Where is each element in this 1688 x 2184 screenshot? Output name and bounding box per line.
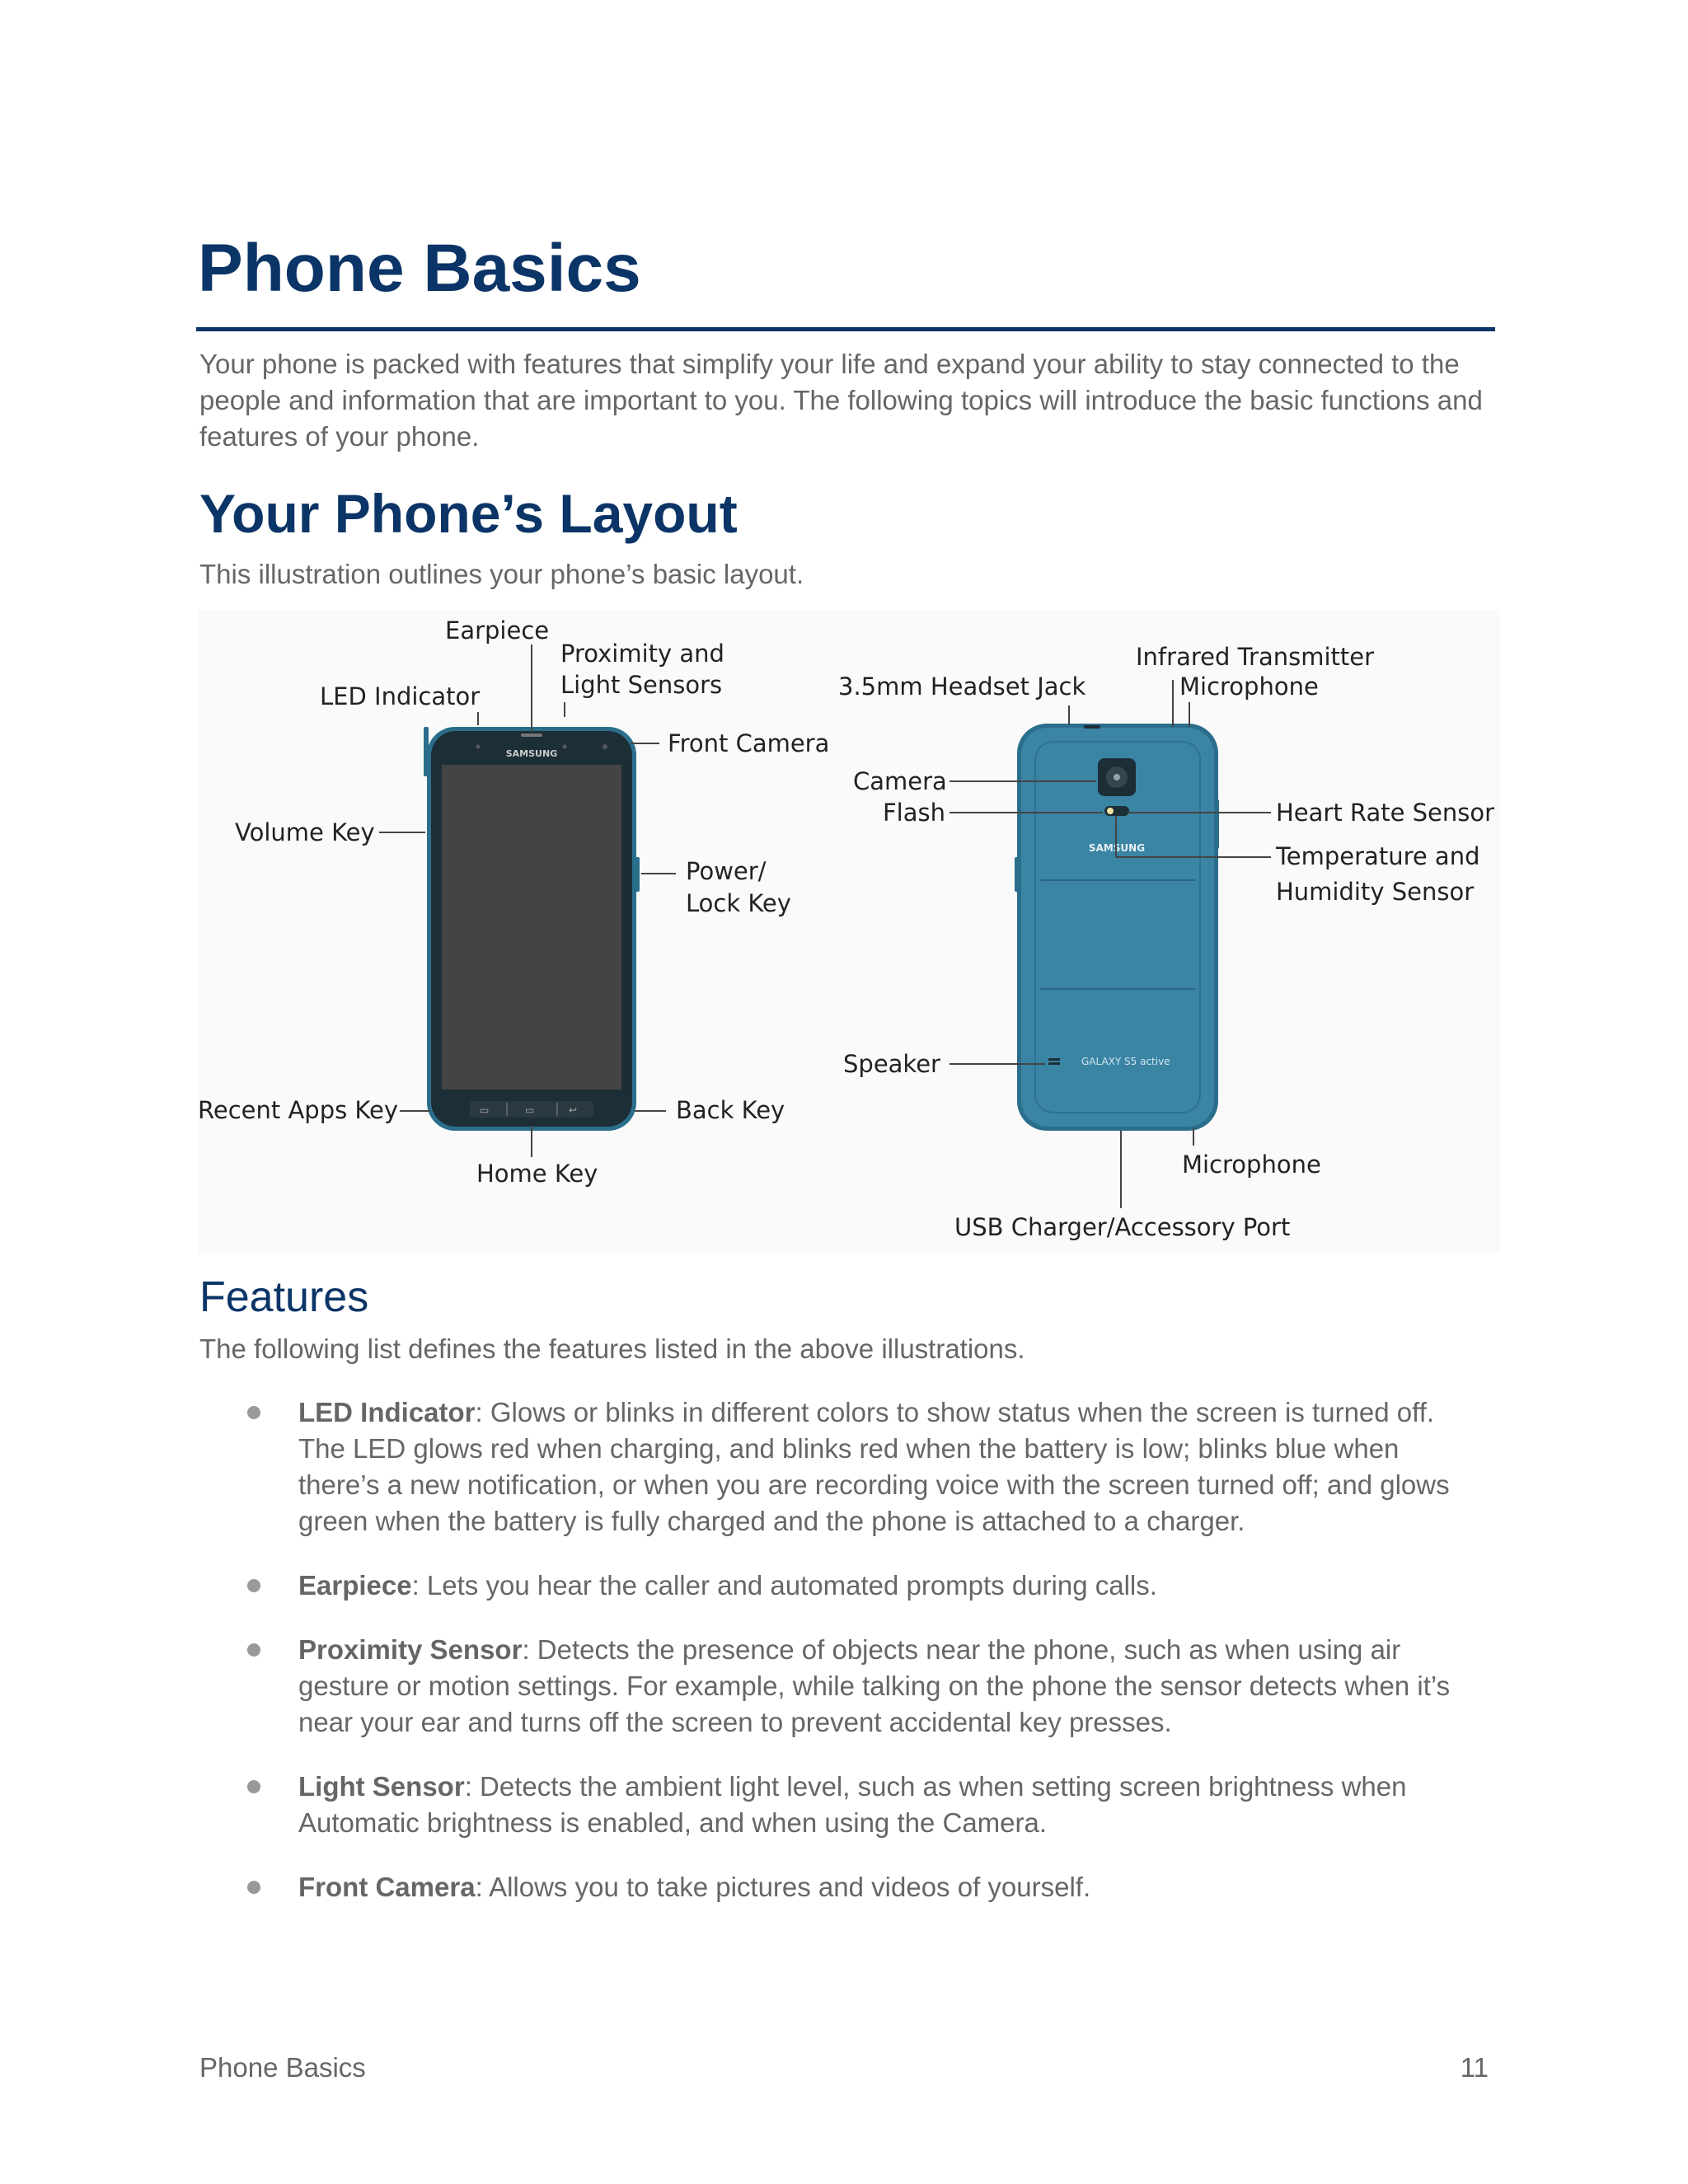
list-item: [247, 1869, 1484, 1905]
label-home: Home Key: [476, 1160, 598, 1188]
label-flash: Flash: [883, 799, 945, 827]
back-brand: SAMSUNG: [1088, 842, 1146, 854]
label-power-1: Power/: [686, 857, 767, 885]
bullet-icon: [247, 1579, 260, 1592]
label-recent: Recent Apps Key: [198, 1096, 399, 1124]
layout-heading: Your Phone’s Layout: [199, 483, 738, 544]
list-item: [247, 1632, 1484, 1741]
front-camera-lens: [603, 744, 607, 749]
label-speaker: Speaker: [843, 1050, 940, 1078]
layout-subtitle: This illustration outlines your phone’s basic layout.: [199, 559, 804, 589]
front-phone: [424, 727, 640, 1131]
label-back: Back Key: [676, 1096, 785, 1124]
feature-desc: : Detects the presence of objects near the phone, such as when using air gesture or motion settings. For example, while talking on the phone the sensor detects when it’s near your ear and turns off the screen to prevent accidental key presses.: [298, 1634, 1451, 1737]
front-screen: [442, 765, 621, 1090]
label-proximity-1: Proximity and: [560, 640, 724, 668]
features-list: [247, 1394, 1484, 1933]
sensor-dot: [563, 745, 567, 749]
label-led: LED Indicator: [320, 682, 481, 710]
label-microphone-top: Microphone: [1179, 673, 1319, 701]
feature-desc: : Detects the ambient light level, such as when setting screen brightness when Automatic brightness is enabled, and when using the Camera.: [298, 1771, 1407, 1838]
feature-desc: : Allows you to take pictures and videos of yourself.: [475, 1872, 1091, 1902]
title-rule: [196, 327, 1495, 331]
label-temp-1: Temperature and: [1276, 842, 1480, 870]
feature-term: Proximity Sensor: [298, 1634, 523, 1665]
label-proximity-2: Light Sensors: [560, 671, 723, 699]
page-number: 11: [1460, 2052, 1489, 2083]
speaker-grille: [1048, 1058, 1060, 1061]
feature-desc: : Glows or blinks in different colors to show status when the screen is turned off. The LED glows red when charging, and blinks red when the battery is low; blinks blue when there’s a new notification, or when you are recording voice with the screen turned off; and glows green when the battery is fully charged and the phone is attached to a charger.: [298, 1397, 1450, 1536]
label-headset: 3.5mm Headset Jack: [838, 673, 1086, 701]
bullet-icon: [247, 1881, 260, 1894]
front-brand: SAMSUNG: [505, 748, 558, 759]
label-front-camera: Front Camera: [668, 729, 830, 757]
label-volume: Volume Key: [235, 818, 375, 846]
features-subtitle: The following list defines the features listed in the above illustrations.: [199, 1333, 1025, 1364]
label-temp-2: Humidity Sensor: [1276, 878, 1475, 906]
led-dot: [476, 745, 481, 749]
label-camera: Camera: [853, 767, 947, 795]
back-icon: ↩: [569, 1104, 578, 1116]
label-earpiece: Earpiece: [445, 616, 550, 644]
bullet-icon: [247, 1406, 260, 1419]
footer-section-name: Phone Basics: [199, 2052, 366, 2083]
headset-jack: [1084, 725, 1100, 729]
label-microphone-bottom: Microphone: [1182, 1151, 1321, 1179]
feature-term: Earpiece: [298, 1570, 412, 1601]
page-title: Phone Basics: [198, 231, 641, 306]
features-heading: Features: [199, 1273, 369, 1321]
feature-desc: : Lets you hear the caller and automated prompts during calls.: [411, 1570, 1157, 1601]
feature-term: Light Sensor: [298, 1771, 465, 1802]
intro-paragraph: Your phone is packed with features that simplify your life and expand your ability to stay connected to the people and information that are important to you. The following topics will introduce the basic functions and features of your phone.: [199, 349, 1483, 452]
back-phone: [1015, 724, 1219, 1131]
home-icon: ▭: [525, 1104, 535, 1116]
model-text: GALAXY S5 active: [1081, 1056, 1170, 1067]
earpiece-slot: [521, 733, 542, 737]
recent-apps-icon: ▭: [480, 1104, 490, 1116]
list-item: [247, 1769, 1484, 1841]
feature-term: LED Indicator: [298, 1397, 476, 1427]
flash-light: [1107, 808, 1114, 814]
label-power-2: Lock Key: [686, 889, 791, 917]
label-usb: USB Charger/Accessory Port: [954, 1213, 1291, 1241]
bullet-icon: [247, 1643, 260, 1657]
list-item: [247, 1394, 1484, 1540]
label-heart: Heart Rate Sensor: [1276, 799, 1495, 827]
feature-term: Front Camera: [298, 1872, 476, 1902]
list-item: [247, 1568, 1484, 1604]
label-infrared: Infrared Transmitter: [1136, 643, 1375, 671]
bullet-icon: [247, 1780, 260, 1793]
phone-layout-diagram: [198, 610, 1500, 1253]
